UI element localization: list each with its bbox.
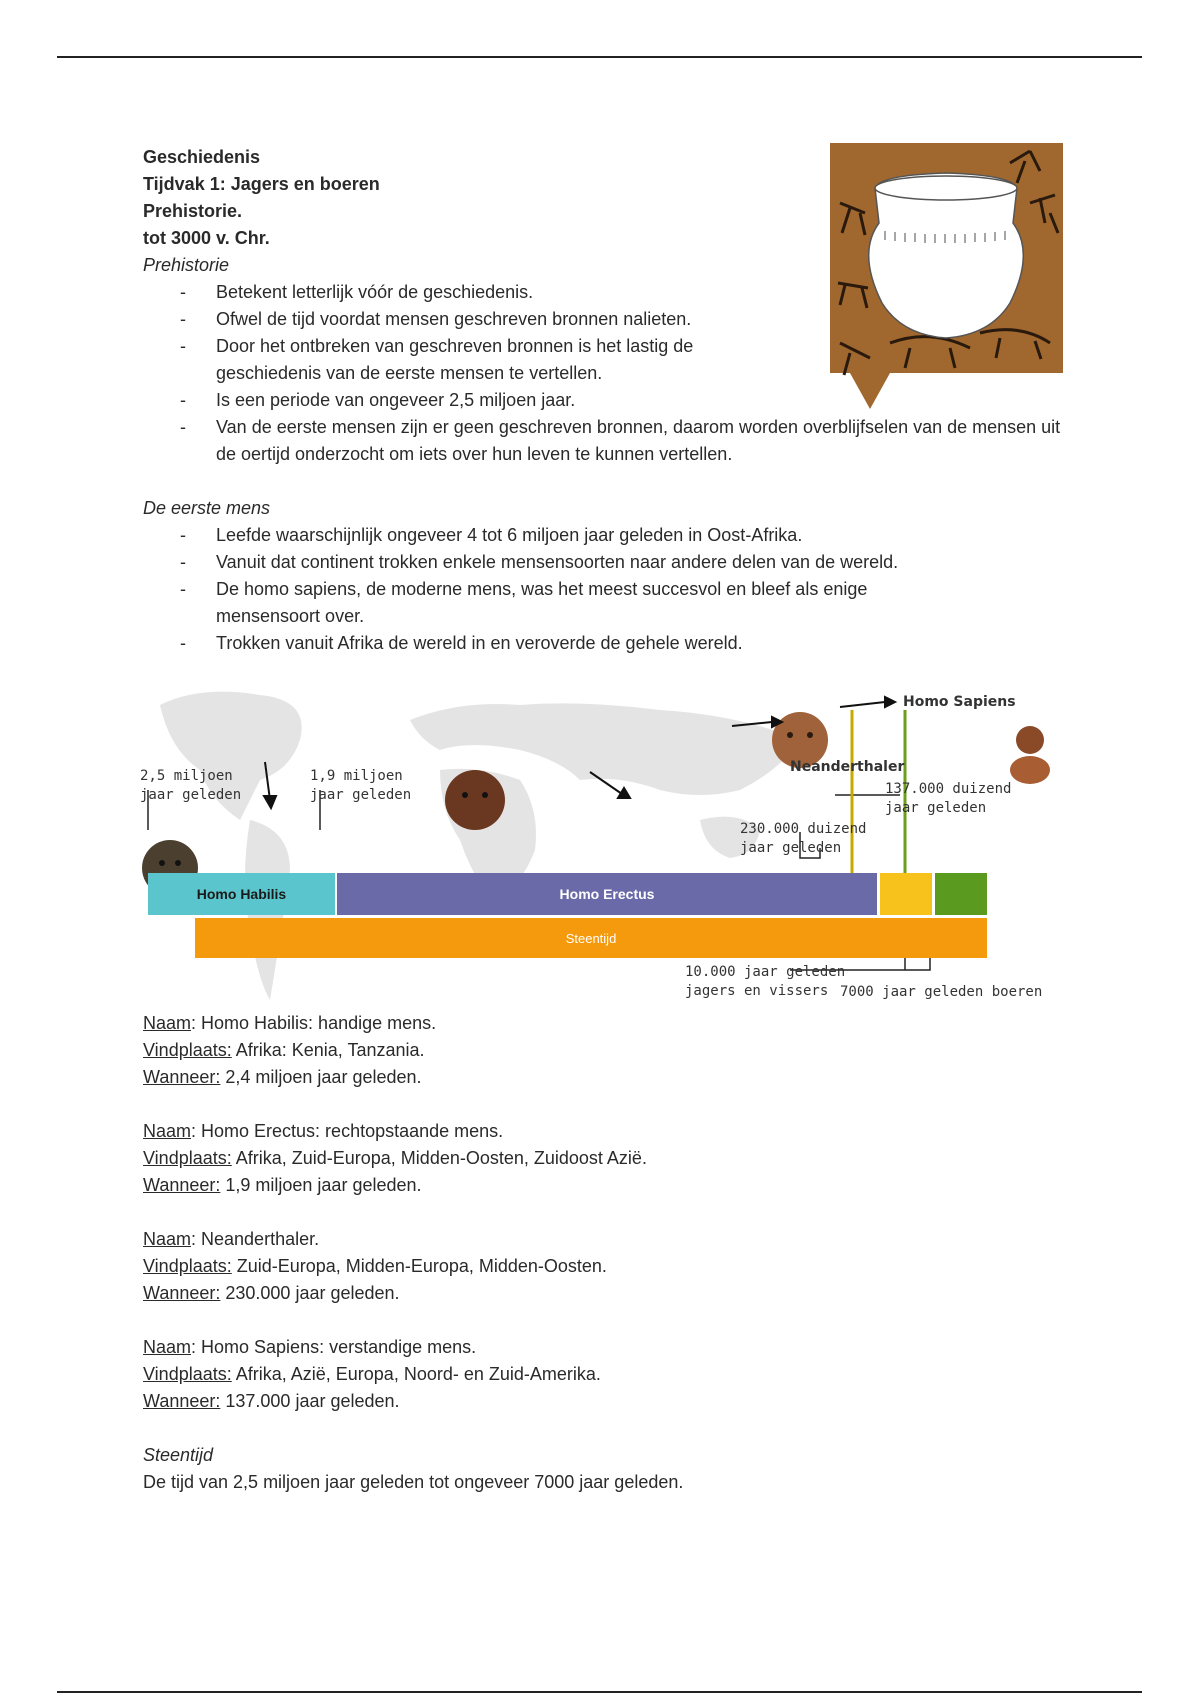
homo-sapiens-label: Homo Sapiens xyxy=(903,694,1016,710)
homo-erectus-bar: Homo Erectus xyxy=(337,873,877,915)
vindplaats-value: Afrika, Zuid-Europa, Midden-Oosten, Zuidoost Azië. xyxy=(231,1148,647,1168)
date-heading: tot 3000 v. Chr. xyxy=(143,228,270,248)
wanneer-value: 2,4 miljoen jaar geleden. xyxy=(220,1067,422,1087)
vindplaats-label: Vindplaats: xyxy=(143,1040,232,1060)
species-block-neanderthal xyxy=(143,1226,1043,1307)
vindplaats-value: Afrika: Kenia, Tanzania. xyxy=(231,1040,425,1060)
eerste-mens-title: De eerste mens xyxy=(143,498,271,518)
neanderthal-bar xyxy=(880,873,932,915)
prehistoric-pot-image xyxy=(830,143,1063,409)
list-item: - Leefde waarschijnlijk ongeveer 4 tot 6 miljoen jaar geleden in Oost-Afrika. xyxy=(143,522,1073,549)
vindplaats-label: Vindplaats: xyxy=(143,1148,232,1168)
list-item: - De homo sapiens, de moderne mens, was het meest succesvol en bleef als enige mensensoort over. xyxy=(143,576,976,630)
neanderthaler-label: Neanderthaler xyxy=(790,759,905,775)
eerste-mens-list xyxy=(143,522,1073,657)
list-item: - Ofwel de tijd voordat mensen geschreven bronnen nalieten. xyxy=(143,306,1073,333)
wanneer-label: Wanneer: xyxy=(143,1067,221,1087)
naam-value: : Homo Erectus: rechtopstaande mens. xyxy=(191,1121,504,1141)
vindplaats-label: Vindplaats: xyxy=(143,1364,232,1384)
homo-erectus-face-icon xyxy=(445,770,505,830)
naam-label: Naam xyxy=(143,1229,192,1249)
wanneer-value: 230.000 jaar geleden. xyxy=(220,1283,400,1303)
list-item: - Van de eerste mensen zijn er geen geschreven bronnen, daarom worden overblijfselen van de mensen uit de oertijd onderzocht om iets over hun leven te kunnen vertellen. xyxy=(143,414,1073,468)
vindplaats-value: Afrika, Azië, Europa, Noord- en Zuid-Amerika. xyxy=(231,1364,601,1384)
human-evolution-timeline xyxy=(140,680,1070,1010)
steentijd-title: Steentijd xyxy=(143,1445,214,1465)
naam-label: Naam xyxy=(143,1337,192,1357)
species-block-habilis xyxy=(143,1010,1043,1091)
wanneer-label: Wanneer: xyxy=(143,1283,221,1303)
homo-sapiens-figure-icon xyxy=(1016,726,1044,754)
list-item: - Trokken vanuit Afrika de wereld in en veroverde de gehele wereld. xyxy=(143,630,1073,657)
neanderthal-time-label: 230.000 duizend jaar geleden xyxy=(740,821,867,856)
world-map-graphic xyxy=(140,680,1070,1010)
subject-heading: Geschiedenis xyxy=(143,147,261,167)
tijdvak-heading: Tijdvak 1: Jagers en boeren xyxy=(143,174,380,194)
list-item: - Betekent letterlijk vóór de geschiedenis. xyxy=(143,279,1073,306)
naam-value: : Neanderthaler. xyxy=(191,1229,320,1249)
wanneer-value: 1,9 miljoen jaar geleden. xyxy=(220,1175,422,1195)
homo-habilis-bar: Homo Habilis xyxy=(148,873,335,915)
naam-label: Naam xyxy=(143,1121,192,1141)
wanneer-value: 137.000 jaar geleden. xyxy=(220,1391,400,1411)
naam-label: Naam xyxy=(143,1013,192,1033)
hunters-label: 10.000 jaar geleden jagers en vissers xyxy=(685,964,846,999)
species-block-sapiens xyxy=(143,1334,1043,1415)
naam-value: : Homo Habilis: handige mens. xyxy=(191,1013,437,1033)
list-item: - Is een periode van ongeveer 2,5 miljoen jaar. xyxy=(143,387,1073,414)
wanneer-label: Wanneer: xyxy=(143,1391,221,1411)
erectus-time-label: 1,9 miljoen jaar geleden xyxy=(310,768,412,803)
species-info xyxy=(143,1010,1043,1496)
farmers-label: 7000 jaar geleden boeren xyxy=(840,984,1043,1000)
list-item: - Vanuit dat continent trokken enkele mensensoorten naar andere delen van de wereld. xyxy=(143,549,1073,576)
vindplaats-label: Vindplaats: xyxy=(143,1256,232,1276)
period-heading: Prehistorie. xyxy=(143,201,243,221)
homo-sapiens-bar xyxy=(935,873,987,915)
prehistorie-title: Prehistorie xyxy=(143,255,230,275)
vindplaats-value: Zuid-Europa, Midden-Europa, Midden-Oosten. xyxy=(231,1256,607,1276)
steentijd-text: De tijd van 2,5 miljoen jaar geleden tot ongeveer 7000 jaar geleden. xyxy=(143,1472,684,1492)
steentijd-bar: Steentijd xyxy=(195,918,987,958)
steentijd-block xyxy=(143,1442,1043,1496)
sapiens-time-label: 137.000 duizend jaar geleden xyxy=(885,781,1012,816)
habilis-time-label: 2,5 miljoen jaar geleden xyxy=(140,768,242,803)
list-item: - Door het ontbreken van geschreven bronnen is het lastig de geschiedenis van de eerste mensen te vertellen. xyxy=(143,333,796,387)
bottom-rule xyxy=(57,1691,1142,1693)
wanneer-label: Wanneer: xyxy=(143,1175,221,1195)
species-block-erectus xyxy=(143,1118,1043,1199)
top-rule xyxy=(57,56,1142,58)
naam-value: : Homo Sapiens: verstandige mens. xyxy=(191,1337,477,1357)
